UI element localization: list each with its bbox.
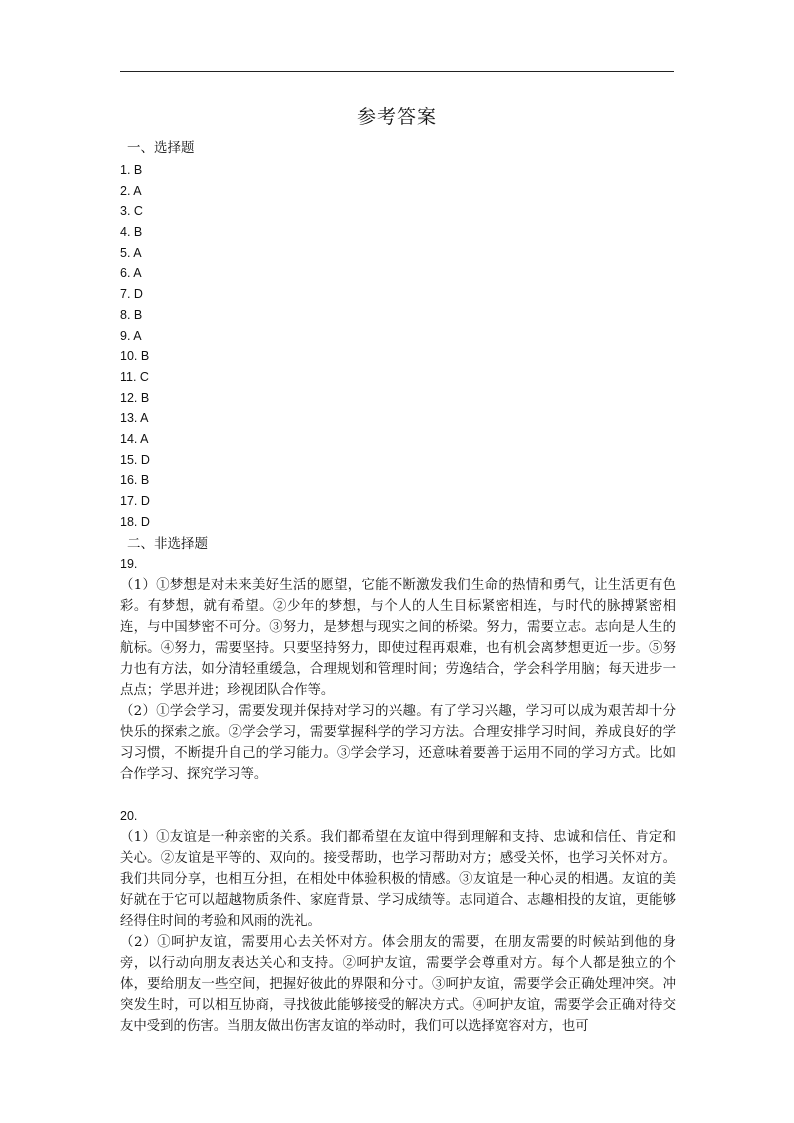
top-divider-line (120, 71, 674, 72)
answer-item: 3. C (120, 204, 143, 219)
answer-paragraph: （1）①友谊是一种亲密的关系。我们都希望在友谊中得到理解和支持、忠诚和信任、肯定和关心。②友谊是平等的、双向的。接受帮助，也学习帮助对方；感受关怀，也学习关怀对方。我们共同分享，也相互分担，在相处中体验积极的情感。③友谊是一种心灵的相遇。友谊的美好就在于它可以超越物质条件、家庭背景、学习成绩等。志同道合、志趣相投的友谊，更能够经得住时间的考验和风雨的洗礼。 (120, 830, 676, 929)
answer-item: 2. A (120, 183, 142, 198)
page-title: 参考答案 (356, 106, 437, 128)
answer-paragraph: （1）①梦想是对未来美好生活的愿望，它能不断激发我们生命的热情和勇气，让生活更有色彩。有梦想，就有希望。②少年的梦想，与个人的人生目标紧密相连，与时代的脉搏紧密相连，与中国梦密不可分。③努力，是梦想与现实之间的桥梁。努力，需要立志。志向是人生的航标。④努力，需要坚持。只要坚持努力，即使过程再艰难，也有机会离梦想更近一步。⑤努力也有方法，如分清轻重缓急，合理规划和管理时间；劳逸结合，学会科学用脑；每天进步一点点；学思并进；珍视团队合作等。 (120, 578, 676, 698)
answer-item: 18. D (120, 514, 150, 529)
answer-item: 5. A (120, 245, 142, 260)
answer-item: 1. B (120, 163, 143, 177)
answer-item: 14. A (120, 431, 149, 446)
answer-item: 17. D (120, 494, 150, 508)
answer-item: 12. B (120, 390, 150, 405)
answer-item: 16. B (120, 473, 150, 488)
section-heading-multiple-choice: 一、选择题 (127, 140, 195, 156)
answer-item: 13. A (120, 411, 149, 426)
question-20-block (120, 806, 676, 1037)
question-number: 20. (120, 809, 138, 823)
question-number: 19. (120, 557, 138, 571)
answer-paragraph: （2）①学会学习，需要发现并保持对学习的兴趣。有了学习兴趣，学习可以成为艰苦却十分快乐的探索之旅。②学会学习，需要掌握科学的学习方法。合理安排学习时间，养成良好的学习习惯，不断提升自己的学习能力。③学会学习，还意味着要善于运用不同的学习方式。比如合作学习、探究学习等。 (120, 704, 676, 782)
question-19-block (120, 554, 676, 785)
answer-paragraph: （2）①呵护友谊，需要用心去关怀对方。体会朋友的需要，在朋友需要的时候站到他的身旁，以行动向朋友表达关心和支持。②呵护友谊，需要学会尊重对方。每个人都是独立的个体，要给朋友一些空间，把握好彼此的界限和分寸。③呵护友谊，需要学会正确处理冲突。冲突发生时，可以相互协商，寻找彼此能够接受的解决方式。④呵护友谊，需要学会正确对待交友中受到的伤害。当朋友做出伤害友谊的举动时，我们可以选择宽容对方，也可 (120, 935, 676, 1034)
answer-item: 6. A (120, 266, 142, 281)
answer-item: 11. C (120, 369, 149, 384)
answer-item: 8. B (120, 307, 143, 322)
answer-item: 4. B (120, 225, 143, 240)
answer-item: 15. D (120, 452, 150, 467)
answer-item: 7. D (120, 287, 143, 302)
section-heading-non-choice: 二、非选择题 (127, 536, 208, 552)
multiple-choice-answer-list (120, 160, 150, 532)
answer-item: 9. A (120, 328, 142, 343)
answer-item: 10. B (120, 349, 150, 364)
